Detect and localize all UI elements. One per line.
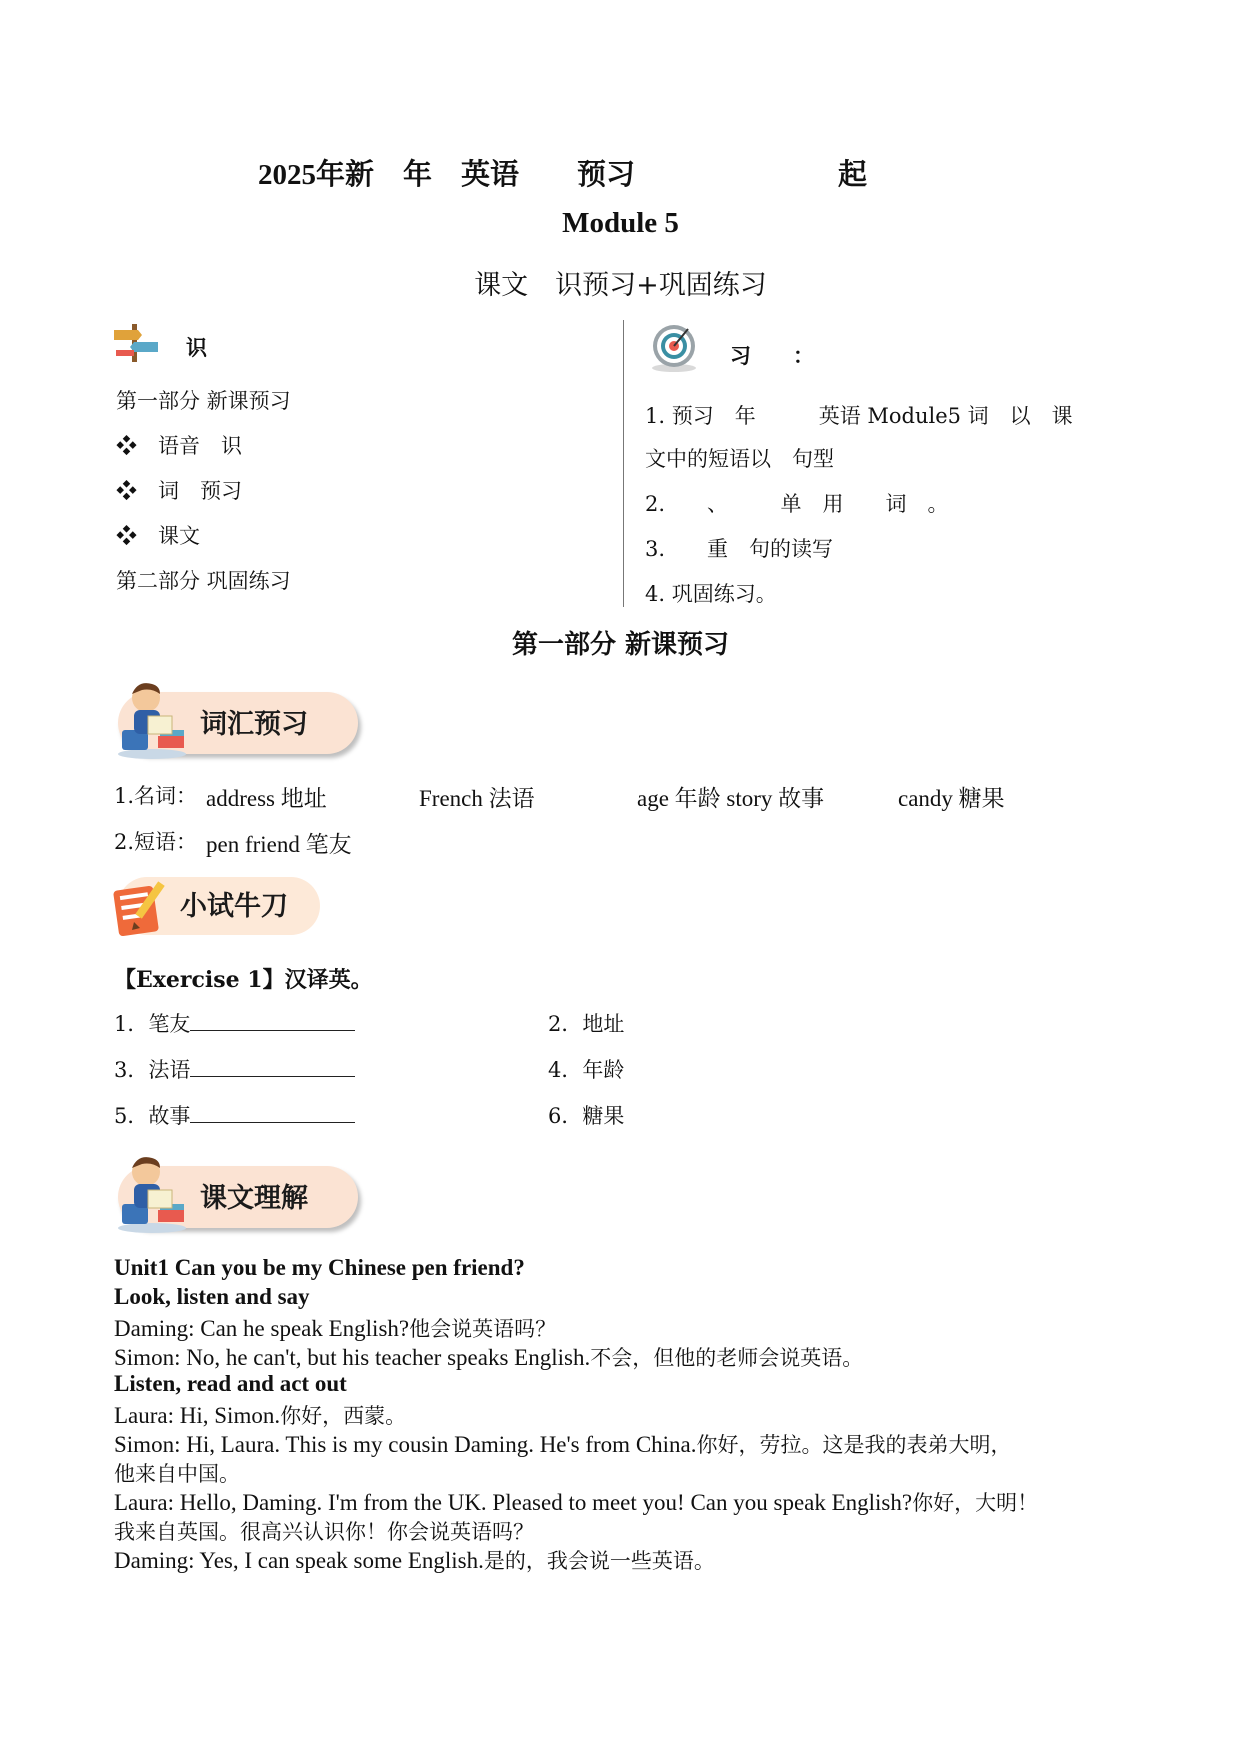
nouns-row: 1.名词： bbox=[114, 784, 198, 808]
dialog-line: Simon: No, he can't, but his teacher speaks English.不会，但他的老师会说英语。 bbox=[114, 1345, 864, 1370]
noun-candy: candy 糖果 bbox=[898, 786, 1005, 811]
reading-boy-icon bbox=[112, 1148, 194, 1238]
dialog-line: Daming: Can he speak English?他会说英语吗？ bbox=[114, 1316, 557, 1341]
section-listen-read-act: Listen, read and act out bbox=[114, 1371, 347, 1396]
dialog-line: Simon: Hi, Laura. This is my cousin Daming. He's from China.你好，劳拉。这是我的表弟大明， bbox=[114, 1432, 1012, 1457]
phrase-pen-friend: pen friend 笔友 bbox=[206, 832, 352, 857]
noun-address: address 地址 bbox=[206, 786, 327, 811]
answer-blank[interactable] bbox=[190, 1100, 355, 1123]
goals-heading: 习 ： bbox=[730, 343, 814, 368]
outline-item-vocab: ❖ 词 预习 bbox=[116, 479, 242, 503]
exercise-item-1: 1．笔友 bbox=[114, 1008, 355, 1038]
exercise-item-5: 5．故事 bbox=[114, 1100, 355, 1130]
bullet-icon: ❖ bbox=[116, 479, 137, 503]
dialog-line: Daming: Yes, I can speak some English.是的，我会说一些英语。 bbox=[114, 1548, 715, 1573]
notepad-pencil-icon bbox=[112, 878, 176, 944]
target-icon bbox=[648, 323, 700, 377]
answer-blank[interactable] bbox=[190, 1054, 355, 1077]
module-title: Module 5 bbox=[562, 207, 679, 239]
exercise-title: 【Exercise 1】汉译英。 bbox=[114, 967, 373, 993]
goal-item-1-cont: 文中的短语以 句型 bbox=[645, 447, 834, 471]
knowledge-heading: 识 bbox=[186, 335, 207, 360]
document-title: 2025年新 年 英语 预习 起 bbox=[258, 159, 868, 191]
exercise-item-3: 3．法语 bbox=[114, 1054, 355, 1084]
document-subtitle: 课文 识预习+巩固练习 bbox=[474, 270, 767, 301]
practice-banner-label: 小试牛刀 bbox=[180, 891, 288, 922]
dialog-line: 他来自中国。 bbox=[114, 1462, 240, 1486]
bullet-icon: ❖ bbox=[116, 434, 137, 458]
goal-item-2: 2. 、 单 用 词 。 bbox=[645, 492, 949, 516]
column-divider bbox=[623, 320, 624, 607]
bullet-icon: ❖ bbox=[116, 524, 137, 548]
outline-part1: 第一部分 新课预习 bbox=[116, 389, 291, 413]
dialog-line: 我来自英国。很高兴认识你！你会说英语吗？ bbox=[114, 1520, 534, 1544]
reading-boy-icon bbox=[112, 674, 194, 764]
goal-item-4: 4. 巩固练习。 bbox=[645, 582, 777, 606]
exercise-item-6: 6．糖果 bbox=[548, 1104, 625, 1128]
answer-blank[interactable] bbox=[190, 1008, 355, 1031]
goal-item-3: 3. 重 句的读写 bbox=[645, 537, 834, 561]
dialog-line: Laura: Hello, Daming. I'm from the UK. Pleased to meet you! Can you speak English?你好，大明！ bbox=[114, 1490, 1039, 1515]
part1-title: 第一部分 新课预习 bbox=[511, 630, 730, 660]
section-look-listen-say: Look, listen and say bbox=[114, 1284, 310, 1309]
unit-title: Unit1 Can you be my Chinese pen friend? bbox=[114, 1255, 525, 1280]
noun-age-story: age 年龄 story 故事 bbox=[637, 786, 825, 811]
text-banner-label: 课文理解 bbox=[200, 1183, 308, 1214]
vocab-banner-label: 词汇预习 bbox=[200, 709, 308, 740]
outline-item-phonics: ❖ 语音 识 bbox=[116, 434, 242, 458]
exercise-item-4: 4．年龄 bbox=[548, 1058, 625, 1082]
dialog-line: Laura: Hi, Simon.你好，西蒙。 bbox=[114, 1403, 407, 1428]
exercise-item-2: 2．地址 bbox=[548, 1012, 625, 1036]
phrase-label: 2.短语： bbox=[114, 830, 198, 854]
noun-french: French 法语 bbox=[419, 786, 535, 811]
goal-item-1: 1. 预习 年 英语 Module5 词 以 课 bbox=[645, 404, 1073, 428]
signpost-icon bbox=[112, 322, 160, 366]
outline-part2: 第二部分 巩固练习 bbox=[116, 569, 291, 593]
outline-item-text: ❖ 课文 bbox=[116, 524, 200, 548]
